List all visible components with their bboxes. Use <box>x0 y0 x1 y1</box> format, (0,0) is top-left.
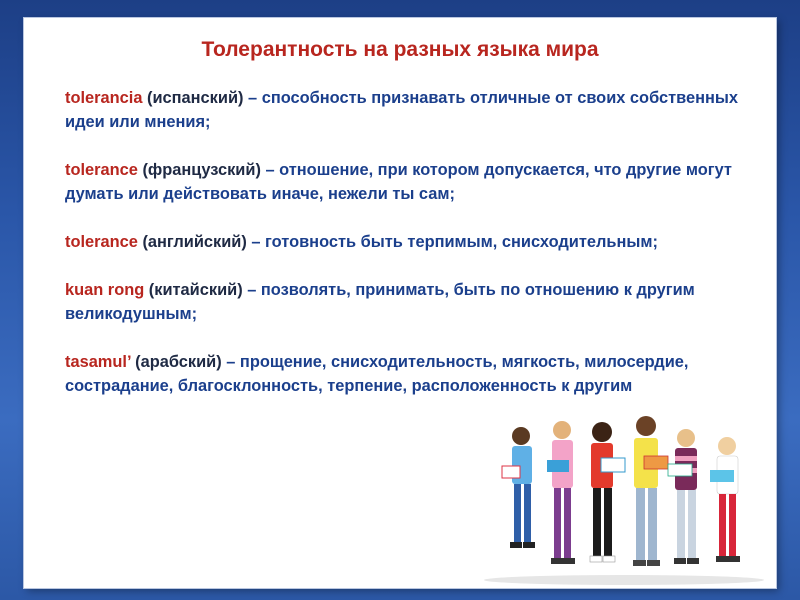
slide <box>24 18 776 588</box>
term: tasamul’ <box>65 353 131 371</box>
child-figure <box>590 422 625 562</box>
definition-text: – прощение, снисходительность, мягкость, милосердие, сострадание, благосклонность, терпение, расположенность к другим <box>65 353 689 395</box>
definition-text: – способность признавать отличные от своих собственных идеи или мнения; <box>65 89 739 131</box>
definition-english <box>65 230 765 254</box>
language-label: (арабский) <box>130 353 227 371</box>
language-label: (английский) <box>137 233 252 251</box>
definition-chinese <box>65 278 765 326</box>
child-figure <box>668 429 699 564</box>
definitions-list <box>65 86 765 422</box>
language-label: (китайский) <box>144 281 248 299</box>
term: tolerance <box>65 161 138 179</box>
language-label: (испанский) <box>142 89 249 107</box>
definition-text: – позволять, принимать, быть по отношению к другим великодушным; <box>65 281 695 323</box>
definition-text: – готовность быть терпимым, снисходительным; <box>251 233 658 251</box>
term: tolerancia <box>65 89 143 107</box>
language-label: (французский) <box>137 161 266 179</box>
definition-french <box>65 158 765 206</box>
slide-title: Толерантность на разных языка мира <box>201 38 599 61</box>
term: kuan rong <box>65 281 145 299</box>
children-reading-illustration <box>474 408 774 588</box>
child-figure <box>502 427 535 548</box>
child-figure <box>547 421 575 564</box>
child-figure <box>633 416 668 566</box>
child-figure <box>710 437 740 562</box>
definition-arabic <box>65 350 765 398</box>
definition-spanish <box>65 86 765 134</box>
definition-text: – отношение, при котором допускается, что другие могут думать или действовать иначе, нежели ты сам; <box>65 161 732 203</box>
term: tolerance <box>65 233 138 251</box>
